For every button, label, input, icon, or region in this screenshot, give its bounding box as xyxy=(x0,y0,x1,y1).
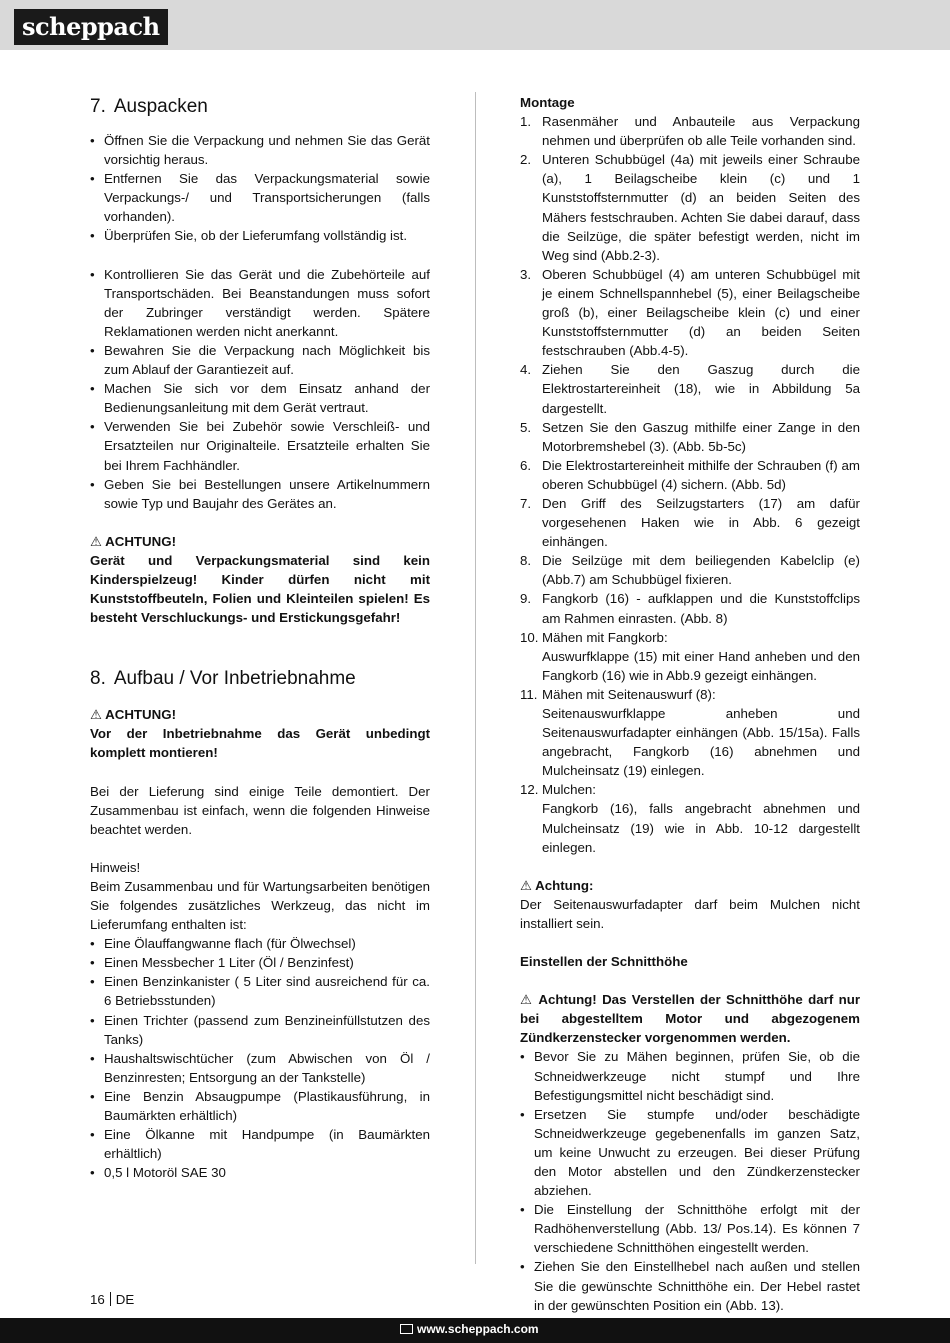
warning-label-1: ⚠ ACHTUNG! xyxy=(90,533,177,549)
right-column xyxy=(520,93,860,1315)
list-item: 8. Die Seilzüge mit dem beiliegenden Kabelclip (e) (Abb.7) am Schubbügel fixieren. xyxy=(520,553,860,588)
bullet: • xyxy=(90,419,95,435)
section-8-heading xyxy=(90,665,430,693)
list-item: 6. Die Elektrostartereinheit mithilfe der Schrauben (f) am oberen Schubbügel (4) sichern. (Abb. 5d) xyxy=(520,457,860,492)
list-item: • Entfernen Sie das Verpackungsmaterial sowie Verpackungs-/ und Transportsicherungen (falls vorhanden). xyxy=(90,171,430,225)
warning-text-1: Gerät und Verpackungsmaterial sind kein Kinderspielzeug! Kinder dürfen nicht mit Kunststoffbeuteln, Folien und Kleinteilen spielen! Es besteht Verschluckungs- und Erstickungsgefahr! xyxy=(90,552,430,626)
list-item: • Bewahren Sie die Verpackung nach Möglichkeit bis zum Ablauf der Garantiezeit auf. xyxy=(90,342,430,378)
warning-text-3: Der Seitenauswurfadapter darf beim Mulchen nicht installiert sein. xyxy=(520,896,860,931)
unpack-list-1 xyxy=(90,131,430,246)
bullet: • xyxy=(90,133,95,148)
section-7-title: Auspacken xyxy=(113,96,208,117)
bullet: • xyxy=(90,476,95,492)
list-item: • Die Einstellung der Schnitthöhe erfolgt mit der Radhöhenverstellung (Abb. 13/ Pos.14). Es können 7 verschiedene Schnitthöhen eingestellt werden. xyxy=(520,1202,860,1256)
bullet: • xyxy=(90,1012,95,1028)
list-item: • Eine Ölauffangwanne flach (für Ölwechsel) xyxy=(90,934,430,953)
cut-height-list xyxy=(520,1047,860,1314)
list-item: • Einen Trichter (passend zum Benzineinfüllstutzen des Tanks) xyxy=(90,1012,430,1047)
list-item: • Ziehen Sie den Einstellhebel nach außen und stellen Sie die gewünschte Schnitthöhe ein. Der Hebel rastet in der gewünschten Position ein (Abb. 13). xyxy=(520,1259,860,1313)
list-item: • Eine Ölkanne mit Handpumpe (in Baumärkten erhältlich) xyxy=(90,1127,430,1162)
bullet: • xyxy=(520,1259,525,1275)
bullet: • xyxy=(520,1106,525,1122)
list-item: • Öffnen Sie die Verpackung und nehmen Sie das Gerät vorsichtig heraus. xyxy=(90,133,430,168)
warning-text-2: Vor der Inbetriebnahme das Gerät unbedingt komplett montieren! xyxy=(90,726,430,761)
list-item: • Einen Messbecher 1 Liter (Öl / Benzinfest) xyxy=(90,953,430,972)
bullet: • xyxy=(90,171,95,187)
bullet: • xyxy=(90,955,95,971)
list-item: • 0,5 l Motoröl SAE 30 xyxy=(90,1163,430,1182)
list-item: 7. Den Griff des Seilzugstarters (17) am dafür vorgesehenen Haken wie in Abb. 6 gezeigt einhängen. xyxy=(520,495,860,550)
list-item: • Haushaltswischtücher (zum Abwischen von Öl / Benzinresten; Entsorgung an der Tankstelle) xyxy=(90,1050,430,1085)
hint-text: Beim Zusammenbau und für Wartungsarbeiten benötigen Sie folgendes zusätzliches Werkzeug, das nicht im Lieferumfang enthalten ist: xyxy=(90,878,430,933)
page-number: 16 DE xyxy=(90,1292,135,1307)
computer-icon xyxy=(400,1324,413,1334)
list-item: 4. Ziehen Sie den Gaszug durch die Elektrostartereinheit (18), wie in Abbildung 5a dargestellt. xyxy=(520,362,860,416)
list-item: 11. Mähen mit Seitenauswurf (8): Seitenauswurfklappe anheben und Seitenauswurfadapter einhängen (Abb. 15/15a). Falls angebracht, Fangkorb (16) abnehmen und Mulcheinsatz (19) einlegen. xyxy=(520,686,860,779)
list-item: 2. Unteren Schubbügel (4a) mit jeweils einer Schraube (a), 1 Beilagscheibe klein (c) und 1 Kunststoffsternmutter (d) an beiden Seiten des Mähers festschrauben. Achten Sie dabei darauf, dass die Seilzüge, die später befestigt werden, nicht im Weg sind (Abb.2-3). xyxy=(520,152,860,263)
list-item: • Einen Benzinkanister ( 5 Liter sind ausreichend für ca. 6 Betriebsstunden) xyxy=(90,974,430,1009)
bullet: • xyxy=(90,228,95,244)
list-item: • Eine Benzin Absaugpumpe (Plastikausführung, in Baumärkten erhältlich) xyxy=(90,1088,430,1124)
list-item: 1. Rasenmäher und Anbauteile aus Verpackung nehmen und überprüfen ob alle Teile vorhanden sind. xyxy=(520,114,860,149)
cut-height-heading: Einstellen der Schnitthöhe xyxy=(520,954,688,970)
website-link[interactable]: www.scheppach.com xyxy=(400,1322,539,1336)
section-8-title: Aufbau / Vor Inbetriebnahme xyxy=(113,668,356,690)
bullet: • xyxy=(90,342,95,358)
section-8-number: 8. xyxy=(90,668,106,690)
warning-text-4: ⚠ Achtung! Das Verstellen der Schnitthöhe darf nur bei abgestelltem Motor und abgezogenem Zündkerzenstecker vorgenommen werden. xyxy=(520,992,860,1046)
bullet: • xyxy=(90,1050,95,1066)
list-item: 9. Fangkorb (16) - aufklappen und die Kunststoffclips am Rahmen einrasten. (Abb. 8) xyxy=(520,591,860,626)
warning-label-3: ⚠ Achtung: xyxy=(520,877,594,893)
list-item: • Bevor Sie zu Mähen beginnen, prüfen Sie, ob die Schneidwerkzeuge nicht stumpf und Ihre Befestigungsmittel nicht beschädigt sind. xyxy=(520,1049,860,1103)
list-item: 3. Oberen Schubbügel (4) am unteren Schubbügel mit je einem Schnellspannhebel (5), einer Beilagscheibe groß (b), einer Beilagscheibe klein (c) und einer Kunststoffsternmutter (d) an beiden Seiten festschrauben (Abb.4-5). xyxy=(520,266,860,359)
bullet: • xyxy=(90,1127,95,1143)
list-item: 12. Mulchen: Fangkorb (16), falls angebracht abnehmen und Mulcheinsatz (19) wie in Abb. 10-12 dargestellt einlegen. xyxy=(520,782,860,855)
warning-label-2: ⚠ ACHTUNG! xyxy=(90,707,177,723)
list-item: • Überprüfen Sie, ob der Lieferumfang vollständig ist. xyxy=(90,226,430,245)
bullet: • xyxy=(520,1202,525,1218)
column-divider xyxy=(475,92,476,1264)
bullet: • xyxy=(520,1049,525,1065)
bullet: • xyxy=(90,1088,95,1104)
bullet: • xyxy=(90,974,95,990)
list-item: • Kontrollieren Sie das Gerät und die Zubehörteile auf Transportschäden. Bei Beanstandungen muss sofort der Zubringer verständigt werden. Spätere Reklamationen werden nicht anerkannt. xyxy=(90,266,430,339)
unpack-list-2 xyxy=(90,265,430,513)
list-item: 5. Setzen Sie den Gaszug mithilfe einer Zange in den Motorbremshebel (3). (Abb. 5b-5c) xyxy=(520,419,860,454)
scheppach-logo: scheppach xyxy=(14,9,168,45)
hint-label: Hinweis! xyxy=(90,859,141,875)
page-separator xyxy=(110,1292,111,1306)
list-item: • Verwenden Sie bei Zubehör sowie Verschleiß- und Ersatzteilen nur Originalteile. Ersatzteile erhalten Sie bei Ihrem Fachhändler. xyxy=(90,419,430,473)
bullet: • xyxy=(90,1165,95,1181)
montage-heading: Montage xyxy=(520,95,575,110)
bullet: • xyxy=(90,936,95,952)
section-7-heading xyxy=(90,93,430,121)
bullet: • xyxy=(90,266,95,282)
montage-steps xyxy=(520,112,860,857)
left-column xyxy=(90,93,430,1182)
list-item: 10. Mähen mit Fangkorb: Auswurfklappe (15) mit einer Hand anheben und den Fangkorb (16) wie in Abb.9 gezeigt einhängen. xyxy=(520,629,860,683)
section-7-number: 7. xyxy=(90,96,106,117)
header-bar xyxy=(0,0,950,50)
list-item: • Geben Sie bei Bestellungen unsere Artikelnummern sowie Typ und Baujahr des Gerätes an. xyxy=(90,476,430,511)
tools-list xyxy=(90,934,430,1182)
list-item: • Machen Sie sich vor dem Einsatz anhand der Bedienungsanleitung mit dem Gerät vertraut. xyxy=(90,381,430,416)
footer-bar xyxy=(0,1318,950,1343)
list-item: • Ersetzen Sie stumpfe und/oder beschädigte Schneidwerkzeuge gegebenenfalls im ganzen Satz, um keine Unwucht zu erzeugen. Bei dieser Prüfung den Motor abstellen und den Zündkerzenstecker abziehen. xyxy=(520,1106,860,1199)
bullet: • xyxy=(90,381,95,397)
assembly-paragraph: Bei der Lieferung sind einige Teile demontiert. Der Zusammenbau ist einfach, wenn die folgenden Hinweise beachtet werden. xyxy=(90,783,430,837)
